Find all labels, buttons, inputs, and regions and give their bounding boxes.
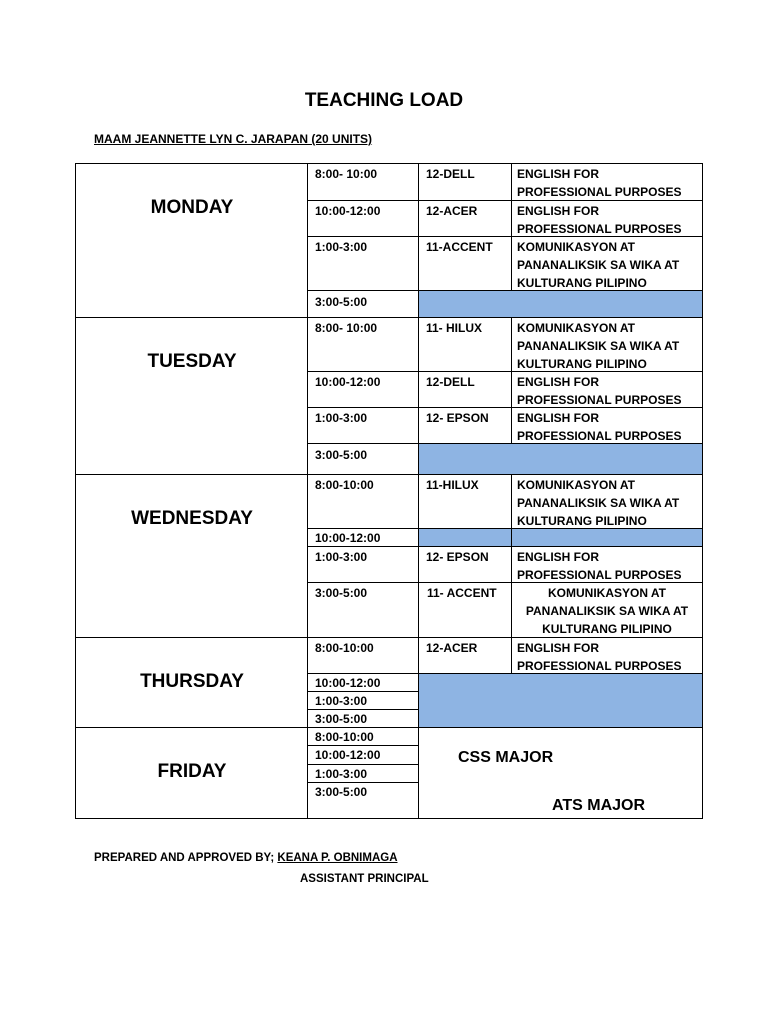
day-label-wednesday: WEDNESDAY: [131, 508, 253, 529]
subject-cell: ENGLISH FOR PROFESSIONAL PURPOSES: [512, 638, 703, 674]
time-cell: 10:00-12:00: [308, 674, 419, 692]
day-label-monday: MONDAY: [150, 197, 234, 218]
subject-cell: ENGLISH FOR PROFESSIONAL PURPOSES: [512, 201, 703, 237]
section-cell: 12- EPSON: [419, 547, 512, 583]
time-cell: 1:00-3:00: [308, 765, 419, 783]
time-cell: 3:00-5:00: [308, 444, 419, 475]
vacant-slot: [419, 444, 703, 475]
section-cell: 12-ACER: [419, 201, 512, 237]
time-cell: 3:00-5:00: [308, 583, 419, 638]
approver-name: KEANA P. OBNIMAGA: [277, 852, 398, 864]
section-cell: 11- HILUX: [419, 318, 512, 372]
day-wednesday: [76, 475, 308, 638]
time-cell: 8:00- 10:00: [308, 164, 419, 201]
time-cell: 1:00-3:00: [308, 408, 419, 444]
section-cell: 11-HILUX: [419, 475, 512, 529]
subject-cell: ENGLISH FOR PROFESSIONAL PURPOSES: [512, 372, 703, 408]
subject-cell: ENGLISH FOR PROFESSIONAL PURPOSES: [512, 164, 703, 201]
teacher-name: MAAM JEANNETTE LYN C. JARAPAN (20 UNITS): [94, 132, 373, 146]
prepared-by-label: PREPARED AND APPROVED BY;: [94, 852, 275, 864]
approver-position: ASSISTANT PRINCIPAL: [300, 873, 429, 885]
page-title: TEACHING LOAD: [304, 90, 464, 111]
time-cell: 10:00-12:00: [308, 746, 419, 765]
time-cell: 1:00-3:00: [308, 237, 419, 291]
section-cell: 12-DELL: [419, 372, 512, 408]
time-cell: 1:00-3:00: [308, 547, 419, 583]
subject-cell: KOMUNIKASYON AT PANANALIKSIK SA WIKA AT KULTURANG PILIPINO: [512, 237, 703, 291]
vacant-slot: [419, 529, 512, 547]
subject-cell: KOMUNIKASYON AT PANANALIKSIK SA WIKA AT KULTURANG PILIPINO: [512, 318, 703, 372]
subject-cell: KOMUNIKASYON AT PANANALIKSIK SA WIKA AT KULTURANG PILIPINO: [512, 583, 703, 638]
subject-cell: ENGLISH FOR PROFESSIONAL PURPOSES: [512, 408, 703, 444]
css-major-label: CSS MAJOR: [458, 749, 554, 766]
time-cell: 10:00-12:00: [308, 372, 419, 408]
time-cell: 3:00-5:00: [308, 710, 419, 728]
day-tuesday: [76, 318, 308, 475]
day-label-thursday: THURSDAY: [140, 671, 244, 692]
time-cell: 10:00-12:00: [308, 529, 419, 547]
vacant-slot: [419, 674, 703, 728]
prepared-by-line: [94, 852, 398, 864]
subject-cell: ENGLISH FOR PROFESSIONAL PURPOSES: [512, 547, 703, 583]
time-cell: 8:00-10:00: [308, 728, 419, 746]
time-cell: 10:00-12:00: [308, 201, 419, 237]
ats-major-label: ATS MAJOR: [552, 797, 646, 814]
day-label-tuesday: TUESDAY: [147, 351, 237, 372]
time-cell: 1:00-3:00: [308, 692, 419, 710]
time-cell: 8:00- 10:00: [308, 318, 419, 372]
schedule-table: [75, 163, 703, 819]
subject-cell: KOMUNIKASYON AT PANANALIKSIK SA WIKA AT KULTURANG PILIPINO: [512, 475, 703, 529]
vacant-slot: [419, 291, 703, 318]
day-label-friday: FRIDAY: [157, 761, 227, 782]
section-cell: 12- EPSON: [419, 408, 512, 444]
section-cell: 11-ACCENT: [419, 237, 512, 291]
section-cell: 12-DELL: [419, 164, 512, 201]
time-cell: 8:00-10:00: [308, 475, 419, 529]
day-monday: [76, 164, 308, 318]
time-cell: 8:00-10:00: [308, 638, 419, 674]
section-cell: 12-ACER: [419, 638, 512, 674]
section-cell: 11- ACCENT: [419, 583, 512, 638]
time-cell: 3:00-5:00: [308, 291, 419, 318]
vacant-slot: [512, 529, 703, 547]
time-cell: 3:00-5:00: [308, 783, 419, 819]
